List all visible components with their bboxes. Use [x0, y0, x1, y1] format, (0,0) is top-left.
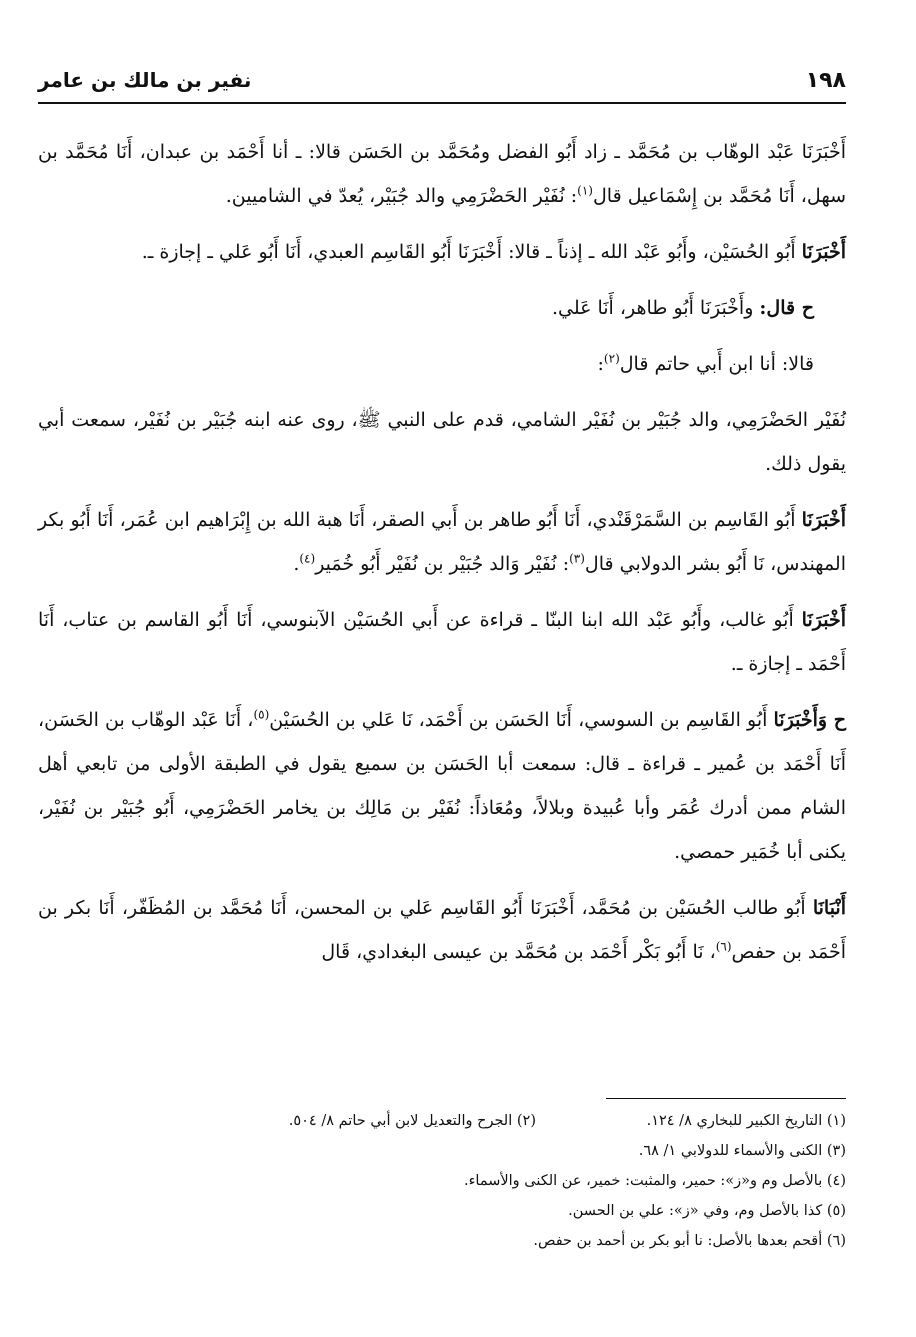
footnote-4: (٤) بالأصل وم و«ز»: حمير، والمثبت: خمير، عن الكنى والأسماء.: [463, 1173, 846, 1189]
text-run: :: [597, 353, 604, 375]
paragraph: [38, 698, 846, 874]
text-run: أَبُو غالب، وأَبُو عَبْد الله ابنا البنّا ـ قراءة عن أَبي الحُسَيْن الآبنوسي، أَنَا أَبُو القاسم بن عتاب، أَنَا أَحْمَد ـ إجازة ـ.: [38, 609, 846, 675]
footnote-6: (٦) أقحم بعدها بالأصل: نا أبو بكر بن أحمد بن حفص.: [533, 1233, 846, 1249]
text-run: .: [293, 553, 300, 575]
paragraph: [38, 286, 846, 330]
paragraph: [38, 130, 846, 218]
paragraph: [38, 598, 846, 686]
paragraph: [38, 342, 846, 386]
footnote-separator: [606, 1098, 846, 1099]
isnad-keyword: ح قال:: [759, 297, 814, 319]
text-run: أَبُو القَاسِم بن السوسي، أَنَا الحَسَن بن أَحْمَد، نَا عَلي بن الحُسَيْن: [269, 709, 774, 731]
text-run: أَبُو طالب الحُسَيْن بن مُحَمَّد، أَخْبَرَنَا أَبُو القَاسِم عَلي بن المحسن، أَنَا مُحَمَّد بن المُظَفّر، أَنَا بكر بن أَحْمَد بن حفص: [38, 897, 846, 963]
isnad-keyword: أَنْبَانَا: [812, 897, 846, 919]
isnad-keyword: أَخْبَرَنَا: [801, 241, 846, 263]
running-title: نفير بن مالك بن عامر: [38, 68, 252, 92]
text-run: قالا: أنا ابن أَبي حاتم قال: [619, 353, 814, 375]
text-run: أَبُو القَاسِم بن السَّمَرْقَنْدي، أَنَا أَبُو طاهر بن أَبي الصقر، أَنَا هبة الله بن إِبْرَاهيم ابن عُمَر، أَنَا أَبُو بكر المهندس، نَا أَبُو بشر الدولابي قال: [38, 509, 846, 575]
footnotes: [38, 1106, 846, 1256]
text-run: : نُفَيْر الحَضْرَمِي والد جُبَيْر، يُعدّ في الشاميين.: [225, 185, 578, 207]
footnote-ref: (٥): [253, 707, 270, 722]
text-run: وأَخْبَرَنَا أَبُو طاهر، أَنَا عَلي.: [551, 297, 760, 319]
text-run: أَخْبَرَنَا عَبْد الوهّاب بن مُحَمَّد ـ زاد أَبُو الفضل ومُحَمَّد بن الحَسَن قالا: ـ أنا أَحْمَد بن عبدان، أَنَا مُحَمَّد بن سهل، أَنَا مُحَمَّد بن إِسْمَاعيل قال: [38, 141, 846, 207]
footnote-ref: (٤): [299, 551, 316, 566]
footnote-5: (٥) كذا بالأصل وم، وفي «ز»: علي بن الحسن.: [568, 1203, 846, 1219]
footnote-row: [38, 1106, 846, 1136]
footnote-ref: (١): [577, 183, 593, 198]
paragraph: [38, 398, 846, 486]
footnote-2: (٢) الجرح والتعديل لابن أبي حاتم ٨/ ٥٠٤.: [288, 1113, 536, 1129]
footnote-3: (٣) الكنى والأسماء للدولابي ١/ ٦٨.: [638, 1143, 846, 1159]
paragraph: [38, 886, 846, 974]
text-run: ، أَنَا عَبْد الوهّاب بن الحَسَن، أَنَا أَحْمَد بن عُمير ـ قراءة ـ قال: سمعت أبا الحَسَن بن سميع يقول في الطبقة الأولى من تابعي أهل الشام ممن أدرك عُمَر وأبا عُبيدة وبلالاً، ومُعَاذاً: نُفَيْر بن مَالِك بن يخامر الحَضْرَمِي، أَبُو جُبَيْر بن نُفَيْر، يكنى أبا خُمَير حمصي.: [38, 709, 846, 863]
main-text: [38, 130, 846, 986]
footnote-1: (١) التاريخ الكبير للبخاري ٨/ ١٢٤.: [646, 1113, 846, 1129]
isnad-keyword: أَخْبَرَنَا: [801, 509, 846, 531]
isnad-keyword: أَخْبَرَنَا: [801, 609, 846, 631]
paragraph: [38, 230, 846, 274]
footnote-ref: (٣): [569, 551, 585, 566]
page-number: ١٩٨: [805, 68, 846, 93]
text-run: : نُفَيْر وَالد جُبَيْر بن نُفَيْر أَبُو خُمَير: [315, 553, 570, 575]
text-run: نُفَيْر الحَضْرَمِي، والد جُبَيْر بن نُفَيْر الشامي، قدم على النبي ﷺ، روى عنه ابنه جُبَيْر بن نُفَيْر، سمعت أبي يقول ذلك.: [38, 409, 846, 475]
paragraph: [38, 498, 846, 586]
footnote-ref: (٢): [603, 351, 620, 366]
text-run: أَبُو الحُسَيْن، وأَبُو عَبْد الله ـ إذناً ـ قالا: أَخْبَرَنَا أَبُو القَاسِم العبدي، أَنَا أَبُو عَلي ـ إجازة ـ.: [141, 241, 802, 263]
page-header: [38, 62, 846, 104]
footnote-ref: (٦): [715, 939, 732, 954]
text-run: ، نَا أَبُو بَكْر أَحْمَد بن مُحَمَّد بن عيسى البغدادي، قَال: [321, 941, 716, 963]
isnad-keyword: ح وَأَخْبَرَنَا: [773, 709, 847, 731]
